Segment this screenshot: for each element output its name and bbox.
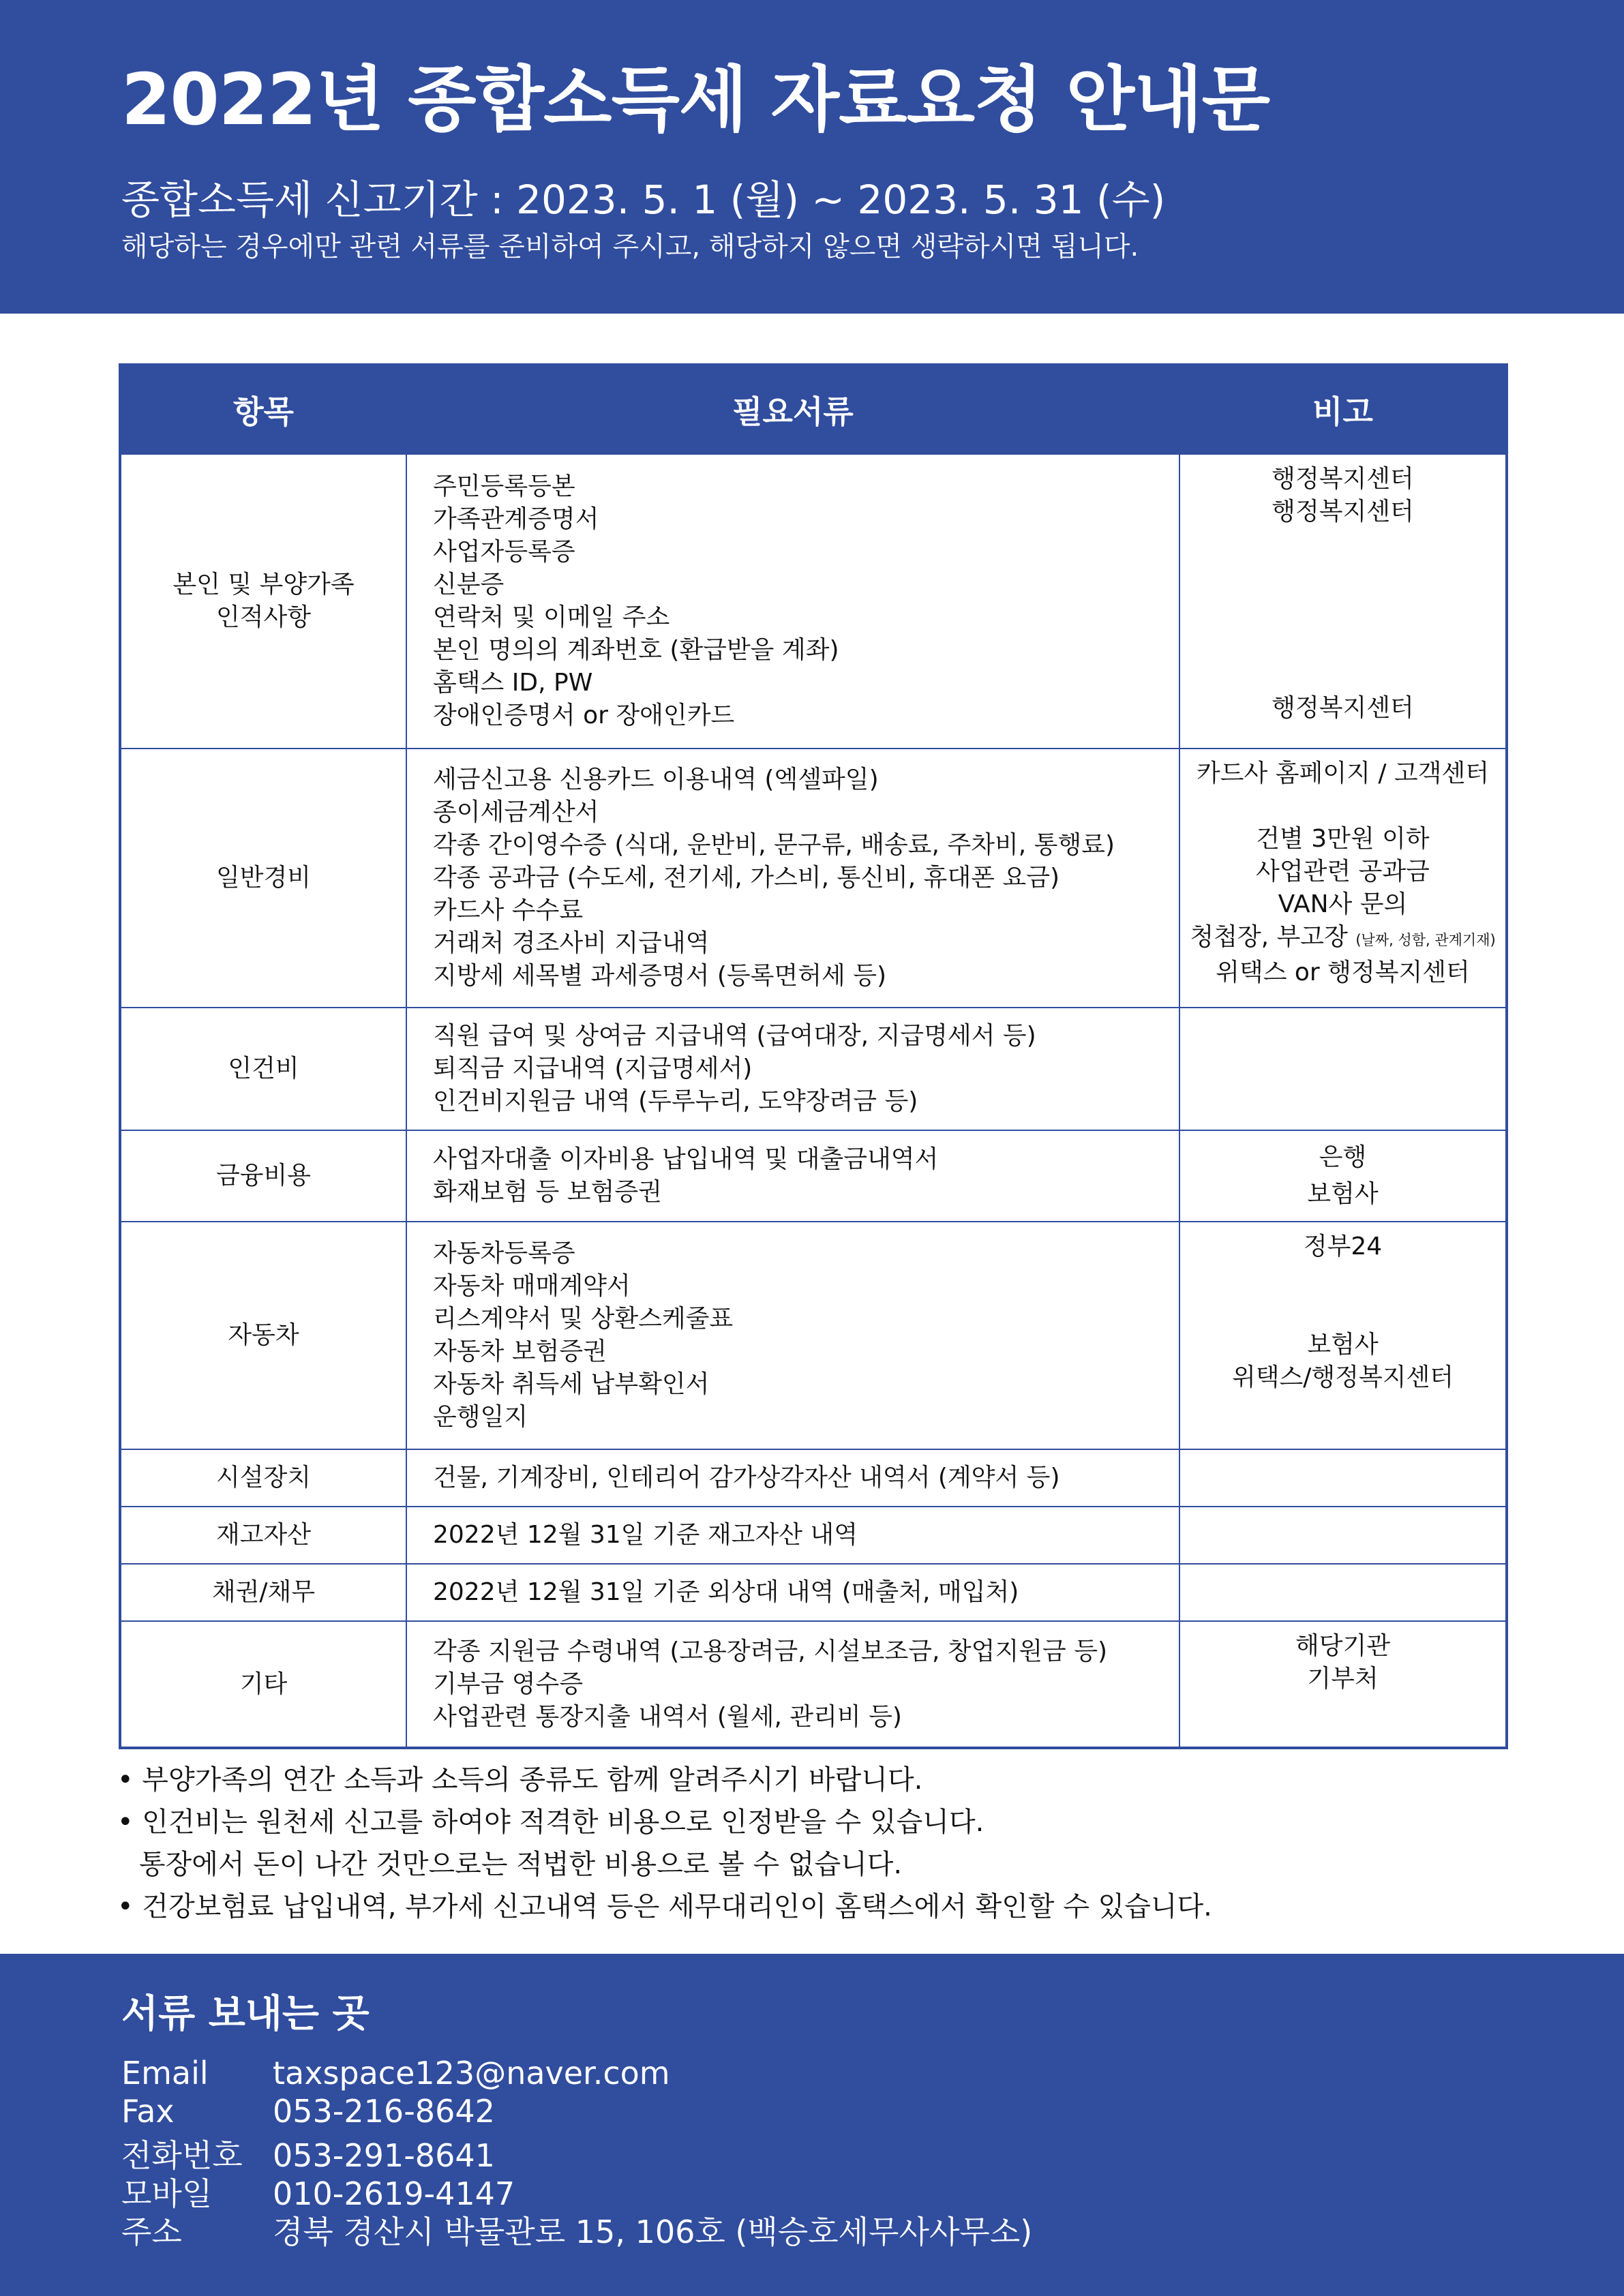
- contact-label: Fax: [121, 2093, 175, 2130]
- remark-item: [1184, 659, 1501, 692]
- contact-value: 010-2619-4147: [273, 2175, 515, 2212]
- document-item: 인건비지원금 내역 (두루누리, 도약장려금 등): [433, 1087, 918, 1115]
- category-line: 금융비용: [215, 1162, 312, 1190]
- remark-item: [1184, 528, 1501, 561]
- contact-label: 모바일: [121, 2175, 213, 2212]
- row-category: [120, 1507, 406, 1564]
- note-item: • 인건비는 원천세 신고를 하여야 적격한 비용으로 인정받을 수 있습니다.: [117, 1807, 984, 1838]
- row-documents: [406, 1449, 1179, 1507]
- note-item-continued: 통장에서 돈이 나간 것만으로는 적법한 비용으로 볼 수 없습니다.: [139, 1849, 903, 1880]
- remark-item: [1184, 1296, 1501, 1329]
- document-item: 2022년 12월 31일 기준 외상대 내역 (매출처, 매입처): [433, 1578, 1019, 1606]
- contact-value: 경북 경산시 박물관로 15, 106호 (백승호세무사사무소): [273, 2214, 1033, 2250]
- document-item: 운행일지: [433, 1403, 528, 1431]
- category-line: 시설장치: [215, 1464, 312, 1492]
- remark-item: 위택스/행정복지센터: [1231, 1363, 1454, 1391]
- table-header-row: [120, 365, 1507, 454]
- row-remarks: [1179, 1130, 1507, 1222]
- row-documents: [406, 1507, 1179, 1564]
- document-item: 리스계약서 및 상환스케줄표: [433, 1305, 734, 1333]
- remark-item: [1184, 626, 1501, 659]
- documents-table: [119, 363, 1508, 1749]
- table-row: [120, 749, 1507, 1008]
- remark-text: 청첩장, 부고장: [1190, 923, 1348, 951]
- footer-title: 서류 보내는 곳: [121, 1992, 370, 2036]
- row-remarks: [1179, 1222, 1507, 1449]
- contact-fax: [121, 2093, 495, 2130]
- document-item: 종이세금계산서: [433, 798, 599, 826]
- category-line: 본인 및 부양가족: [172, 571, 355, 599]
- document-item: 2022년 12월 31일 기준 재고자산 내역: [433, 1521, 858, 1549]
- contact-address: [121, 2207, 1032, 2252]
- table-row: [120, 1222, 1507, 1449]
- category-line: 인건비: [228, 1055, 299, 1083]
- row-documents: [406, 1564, 1179, 1621]
- row-category: [120, 1130, 406, 1222]
- remark-item: 정부24: [1303, 1233, 1383, 1260]
- remark-item: VAN사 문의: [1278, 890, 1408, 918]
- page-title: 2022년 종합소득세 자료요청 안내문: [121, 58, 1270, 141]
- row-remarks: [1179, 1507, 1507, 1564]
- row-documents: [406, 1008, 1179, 1130]
- remark-item: 카드사 홈페이지 / 고객센터: [1197, 759, 1489, 787]
- document-item: 연락처 및 이메일 주소: [433, 603, 670, 631]
- row-remarks: [1179, 454, 1507, 749]
- remark-small-note: (날짜, 성함, 관계기재): [1355, 932, 1496, 948]
- remark-item: [1184, 790, 1501, 823]
- row-remarks: [1179, 1008, 1507, 1130]
- row-remarks: [1179, 749, 1507, 1008]
- document-item: 건물, 기계장비, 인테리어 감가상각자산 내역서 (계약서 등): [433, 1464, 1060, 1492]
- document-item: 홈택스 ID, PW: [433, 669, 593, 697]
- row-documents: [406, 1130, 1179, 1222]
- row-remarks: [1179, 1621, 1507, 1748]
- document-item: 카드사 수수료: [433, 896, 584, 924]
- row-documents: [406, 1621, 1179, 1748]
- document-item: 신분증: [433, 571, 505, 599]
- table-row: [120, 1621, 1507, 1748]
- remark-item: 건별 3만원 이하: [1256, 825, 1430, 853]
- document-item: 자동차 취득세 납부확인서: [433, 1370, 710, 1398]
- remark-item: [1184, 561, 1501, 594]
- remark-item: 행정복지센터: [1272, 465, 1414, 493]
- document-item: 장애인증명서 or 장애인카드: [433, 701, 735, 729]
- row-remarks: [1179, 1449, 1507, 1507]
- row-documents: [406, 1222, 1179, 1449]
- remark-item: 행정복지센터: [1272, 694, 1414, 722]
- table-row: [120, 454, 1507, 749]
- table-row: [120, 1507, 1507, 1564]
- document-item: 주민등록등본: [433, 472, 575, 500]
- document-item: 각종 지원금 수령내역 (고용장려금, 시설보조금, 창업지원금 등): [433, 1637, 1108, 1665]
- row-remarks: [1179, 1564, 1507, 1621]
- filing-period: 종합소득세 신고기간 : 2023. 5. 1 (월) ~ 2023. 5. 31 (수): [121, 177, 1166, 223]
- contact-label: Email: [121, 2055, 209, 2091]
- table-row: [120, 1564, 1507, 1621]
- note-item: • 부양가족의 연간 소득과 소득의 종류도 함께 알려주시기 바랍니다.: [117, 1764, 923, 1796]
- document-item: 가족관계증명서: [433, 505, 599, 533]
- document-item: 각종 공과금 (수도세, 전기세, 가스비, 통신비, 휴대폰 요금): [433, 864, 1060, 892]
- table-row: [120, 1449, 1507, 1507]
- row-category: [120, 454, 406, 749]
- table-row: [120, 1130, 1507, 1222]
- category-line: 일반경비: [215, 864, 312, 892]
- document-item: 본인 명의의 계좌번호 (환급받을 계좌): [433, 636, 839, 664]
- document-item: 세금신고용 신용카드 이용내역 (엑셀파일): [433, 766, 879, 794]
- contact-label: 전화번호: [121, 2137, 243, 2174]
- row-category: [120, 1621, 406, 1748]
- contact-label: 주소: [121, 2214, 182, 2250]
- category-line: 인적사항: [215, 603, 312, 631]
- column-header-remarks: 비고: [1179, 365, 1507, 454]
- contact-value: 053-291-8641: [273, 2137, 495, 2174]
- contact-footer: [0, 1954, 1624, 2296]
- document-item: 자동차등록증: [433, 1239, 575, 1267]
- document-item: 자동차 매매계약서: [433, 1272, 631, 1300]
- contact-value: 053-216-8642: [273, 2093, 495, 2130]
- row-category: [120, 1564, 406, 1621]
- document-item: 사업자등록증: [433, 538, 575, 566]
- row-documents: [406, 749, 1179, 1008]
- document-item: 직원 급여 및 상여금 지급내역 (급여대장, 지급명세서 등): [433, 1022, 1036, 1050]
- category-line: 재고자산: [215, 1521, 312, 1549]
- contact-email: [121, 2055, 670, 2091]
- row-category: [120, 1222, 406, 1449]
- document-item: 기부금 영수증: [433, 1670, 584, 1698]
- remark-item: 위택스 or 행정복지센터: [1216, 958, 1470, 986]
- remark-item: 보험사: [1307, 1331, 1379, 1359]
- column-header-category: 항목: [120, 365, 406, 454]
- category-line: 자동차: [228, 1321, 299, 1349]
- document-item: 화재보험 등 보험증권: [433, 1178, 662, 1206]
- notes-list: [117, 1759, 1212, 1928]
- row-category: [120, 1008, 406, 1130]
- document-item: 퇴직금 지급내역 (지급명세서): [433, 1055, 753, 1083]
- remark-item: [1184, 921, 1501, 956]
- document-item: 각종 간이영수증 (식대, 운반비, 문구류, 배송료, 주차비, 통행료): [433, 831, 1115, 859]
- document-item: 사업자대출 이자비용 납입내역 및 대출금내역서: [433, 1145, 939, 1173]
- note-item: • 건강보험료 납입내역, 부가세 신고내역 등은 세무대리인이 홈택스에서 확인할 수 있습니다.: [117, 1891, 1212, 1922]
- header-note: 해당하는 경우에만 관련 서류를 준비하여 주시고, 해당하지 않으면 생략하시면 됩니다.: [121, 231, 1139, 262]
- row-category: [120, 1449, 406, 1507]
- category-line: 채권/채무: [211, 1578, 316, 1606]
- document-item: 자동차 보험증권: [433, 1338, 607, 1365]
- contact-value[interactable]: taxspace123@naver.com: [273, 2055, 670, 2091]
- document-item: 사업관련 통장지출 내역서 (월세, 관리비 등): [433, 1702, 902, 1731]
- category-line: 기타: [239, 1670, 288, 1698]
- remark-item: 기부처: [1307, 1665, 1379, 1693]
- remark-item: 사업관련 공과금: [1256, 858, 1430, 886]
- document-item: 거래처 경조사비 지급내역: [433, 929, 710, 957]
- table-row: [120, 1008, 1507, 1130]
- remark-item: 보험사: [1307, 1180, 1379, 1208]
- remark-item: 해당기관: [1295, 1632, 1391, 1660]
- document-item: 지방세 세목별 과세증명서 (등록면허세 등): [433, 962, 887, 990]
- row-category: [120, 749, 406, 1008]
- remark-item: [1184, 1263, 1501, 1296]
- column-header-documents: 필요서류: [406, 365, 1179, 454]
- row-documents: [406, 454, 1179, 749]
- remark-item: 행정복지센터: [1272, 498, 1414, 526]
- header-banner: [0, 0, 1624, 314]
- remark-item: [1184, 594, 1501, 626]
- remark-item: 은행: [1319, 1143, 1367, 1171]
